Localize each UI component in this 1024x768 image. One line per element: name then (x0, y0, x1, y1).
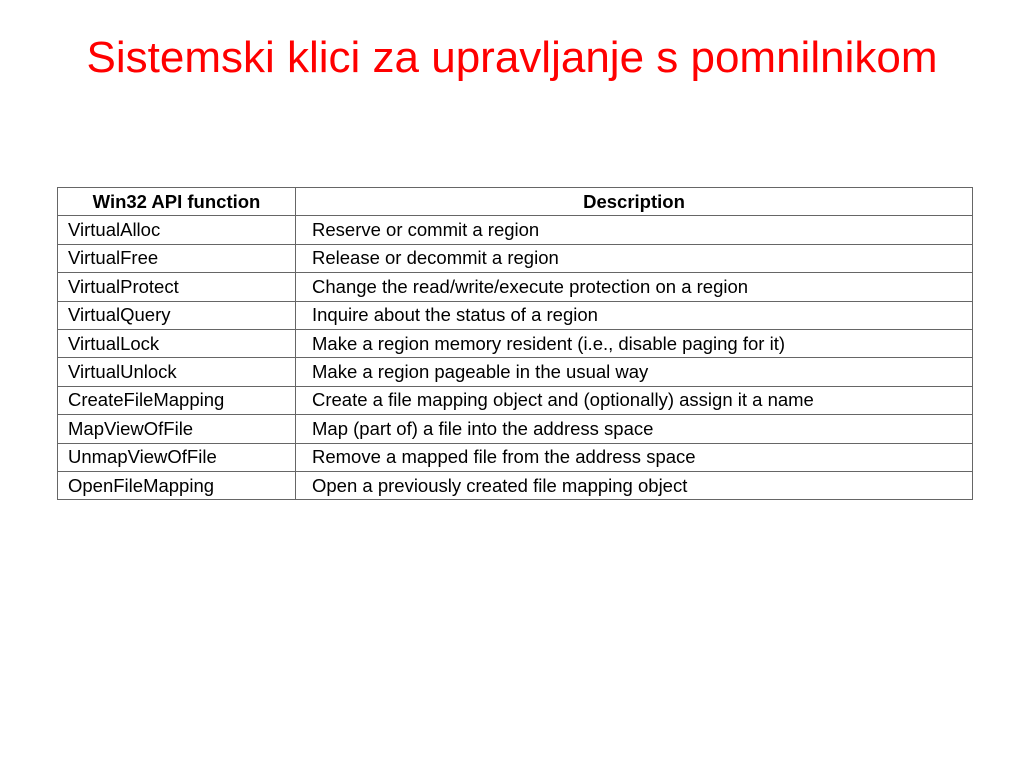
description-cell: Reserve or commit a region (296, 216, 973, 244)
function-cell: VirtualProtect (58, 273, 296, 301)
description-cell: Release or decommit a region (296, 244, 973, 272)
function-cell: VirtualUnlock (58, 358, 296, 386)
table-row (58, 358, 973, 386)
table-row (58, 471, 973, 499)
description-cell: Map (part of) a file into the address space (296, 415, 973, 443)
slide-title: Sistemski klici za upravljanje s pomnilnikom (86, 33, 938, 82)
description-cell: Make a region memory resident (i.e., disable paging for it) (296, 329, 973, 357)
function-cell: UnmapViewOfFile (58, 443, 296, 471)
function-cell: VirtualLock (58, 329, 296, 357)
function-cell: OpenFileMapping (58, 471, 296, 499)
description-cell: Inquire about the status of a region (296, 301, 973, 329)
description-cell: Create a file mapping object and (optionally) assign it a name (296, 386, 973, 414)
description-cell: Open a previously created file mapping object (296, 471, 973, 499)
table-row (58, 329, 973, 357)
table-row (58, 443, 973, 471)
function-cell: VirtualQuery (58, 301, 296, 329)
table-row (58, 301, 973, 329)
table-row (58, 415, 973, 443)
table-header-row (58, 188, 973, 216)
table-row (58, 273, 973, 301)
table-row (58, 244, 973, 272)
column-header-description: Description (296, 188, 973, 216)
table-row (58, 216, 973, 244)
description-cell: Change the read/write/execute protection on a region (296, 273, 973, 301)
table-row (58, 386, 973, 414)
api-table (57, 187, 973, 500)
function-cell: CreateFileMapping (58, 386, 296, 414)
function-cell: VirtualFree (58, 244, 296, 272)
function-cell: MapViewOfFile (58, 415, 296, 443)
description-cell: Make a region pageable in the usual way (296, 358, 973, 386)
function-cell: VirtualAlloc (58, 216, 296, 244)
description-cell: Remove a mapped file from the address space (296, 443, 973, 471)
column-header-function: Win32 API function (58, 188, 296, 216)
